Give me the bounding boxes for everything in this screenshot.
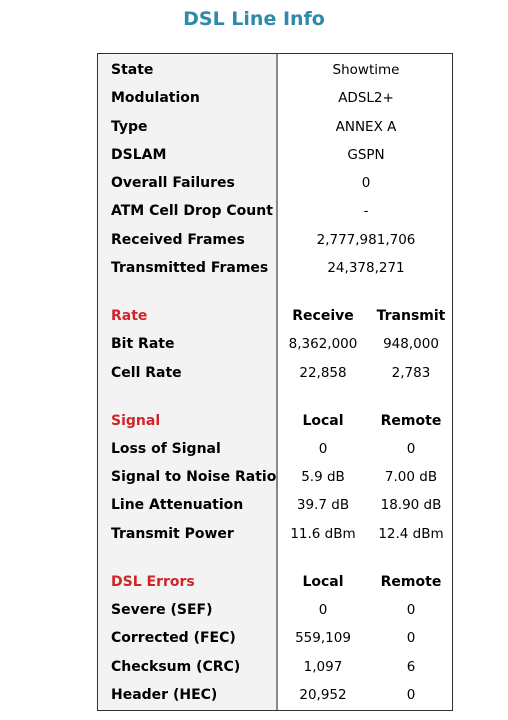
row-value: 948,000 — [383, 336, 439, 352]
column-header: Receive — [292, 308, 354, 324]
row-label: Bit Rate — [111, 336, 175, 352]
row-value: - — [363, 203, 369, 219]
section-heading-rate: Rate — [111, 308, 148, 324]
section-heading-dsl-errors: DSL Errors — [111, 574, 195, 590]
column-header: Remote — [380, 413, 442, 429]
row-cell-rate — [98, 361, 452, 385]
row-bit-rate — [98, 332, 452, 356]
row-value: 0 — [406, 687, 416, 703]
column-header: Local — [302, 413, 344, 429]
column-header: Remote — [380, 574, 442, 590]
row-severe-sef — [98, 598, 452, 622]
row-type — [98, 115, 452, 139]
row-atm-cell-drop — [98, 199, 452, 223]
row-label: Transmitted Frames — [111, 260, 269, 276]
row-transmit-power — [98, 522, 452, 546]
dsl-info-panel — [97, 53, 453, 711]
row-value: 24,378,271 — [327, 260, 405, 276]
row-label: State — [111, 62, 154, 78]
row-value: 2,777,981,706 — [316, 232, 416, 248]
row-value: 6 — [406, 659, 416, 675]
row-state — [98, 58, 452, 82]
row-label: Received Frames — [111, 232, 245, 248]
row-line-attenuation — [98, 493, 452, 517]
row-value: 0 — [318, 441, 328, 457]
row-value: ANNEX A — [335, 119, 397, 135]
row-label: Signal to Noise Ratio — [111, 469, 277, 485]
row-label: Corrected (FEC) — [111, 630, 236, 646]
row-label: Transmit Power — [111, 526, 234, 542]
page-title: DSL Line Info — [183, 8, 325, 30]
row-label: Header (HEC) — [111, 687, 218, 703]
row-value: 0 — [361, 175, 371, 191]
row-label: Loss of Signal — [111, 441, 221, 457]
row-value: 39.7 dB — [296, 497, 350, 513]
row-overall-failures — [98, 171, 452, 195]
row-snr — [98, 465, 452, 489]
row-modulation — [98, 86, 452, 110]
row-loss-of-signal — [98, 437, 452, 461]
row-value: 11.6 dBm — [290, 526, 356, 542]
row-value: 8,362,000 — [288, 336, 358, 352]
row-value: 0 — [318, 602, 328, 618]
row-label: DSLAM — [111, 147, 167, 163]
row-value: Showtime — [332, 62, 400, 78]
row-value: 22,858 — [299, 365, 347, 381]
rate-header-row — [98, 304, 452, 328]
row-value: ADSL2+ — [338, 90, 394, 106]
row-value: 0 — [406, 441, 416, 457]
row-value: 0 — [406, 602, 416, 618]
row-label: Overall Failures — [111, 175, 235, 191]
row-label: Line Attenuation — [111, 497, 244, 513]
row-checksum-crc — [98, 655, 452, 679]
row-dslam — [98, 143, 452, 167]
column-header: Local — [302, 574, 344, 590]
row-label: Cell Rate — [111, 365, 182, 381]
row-value: GSPN — [347, 147, 385, 163]
row-value: 20,952 — [299, 687, 347, 703]
row-value: 2,783 — [391, 365, 431, 381]
row-received-frames — [98, 228, 452, 252]
row-label: Modulation — [111, 90, 200, 106]
row-value: 559,109 — [295, 630, 351, 646]
row-value: 7.00 dB — [384, 469, 438, 485]
row-value: 5.9 dB — [301, 469, 345, 485]
row-value: 12.4 dBm — [378, 526, 444, 542]
row-header-hec — [98, 683, 452, 707]
column-header: Transmit — [376, 308, 446, 324]
row-value: 18.90 dB — [380, 497, 442, 513]
section-heading-signal: Signal — [111, 413, 161, 429]
row-corrected-fec — [98, 626, 452, 650]
row-value: 0 — [406, 630, 416, 646]
errors-header-row — [98, 570, 452, 594]
row-label: Severe (SEF) — [111, 602, 213, 618]
row-label: ATM Cell Drop Count — [111, 203, 273, 219]
row-label: Checksum (CRC) — [111, 659, 241, 675]
row-transmitted-frames — [98, 256, 452, 280]
signal-header-row — [98, 409, 452, 433]
row-value: 1,097 — [303, 659, 343, 675]
row-label: Type — [111, 119, 148, 135]
